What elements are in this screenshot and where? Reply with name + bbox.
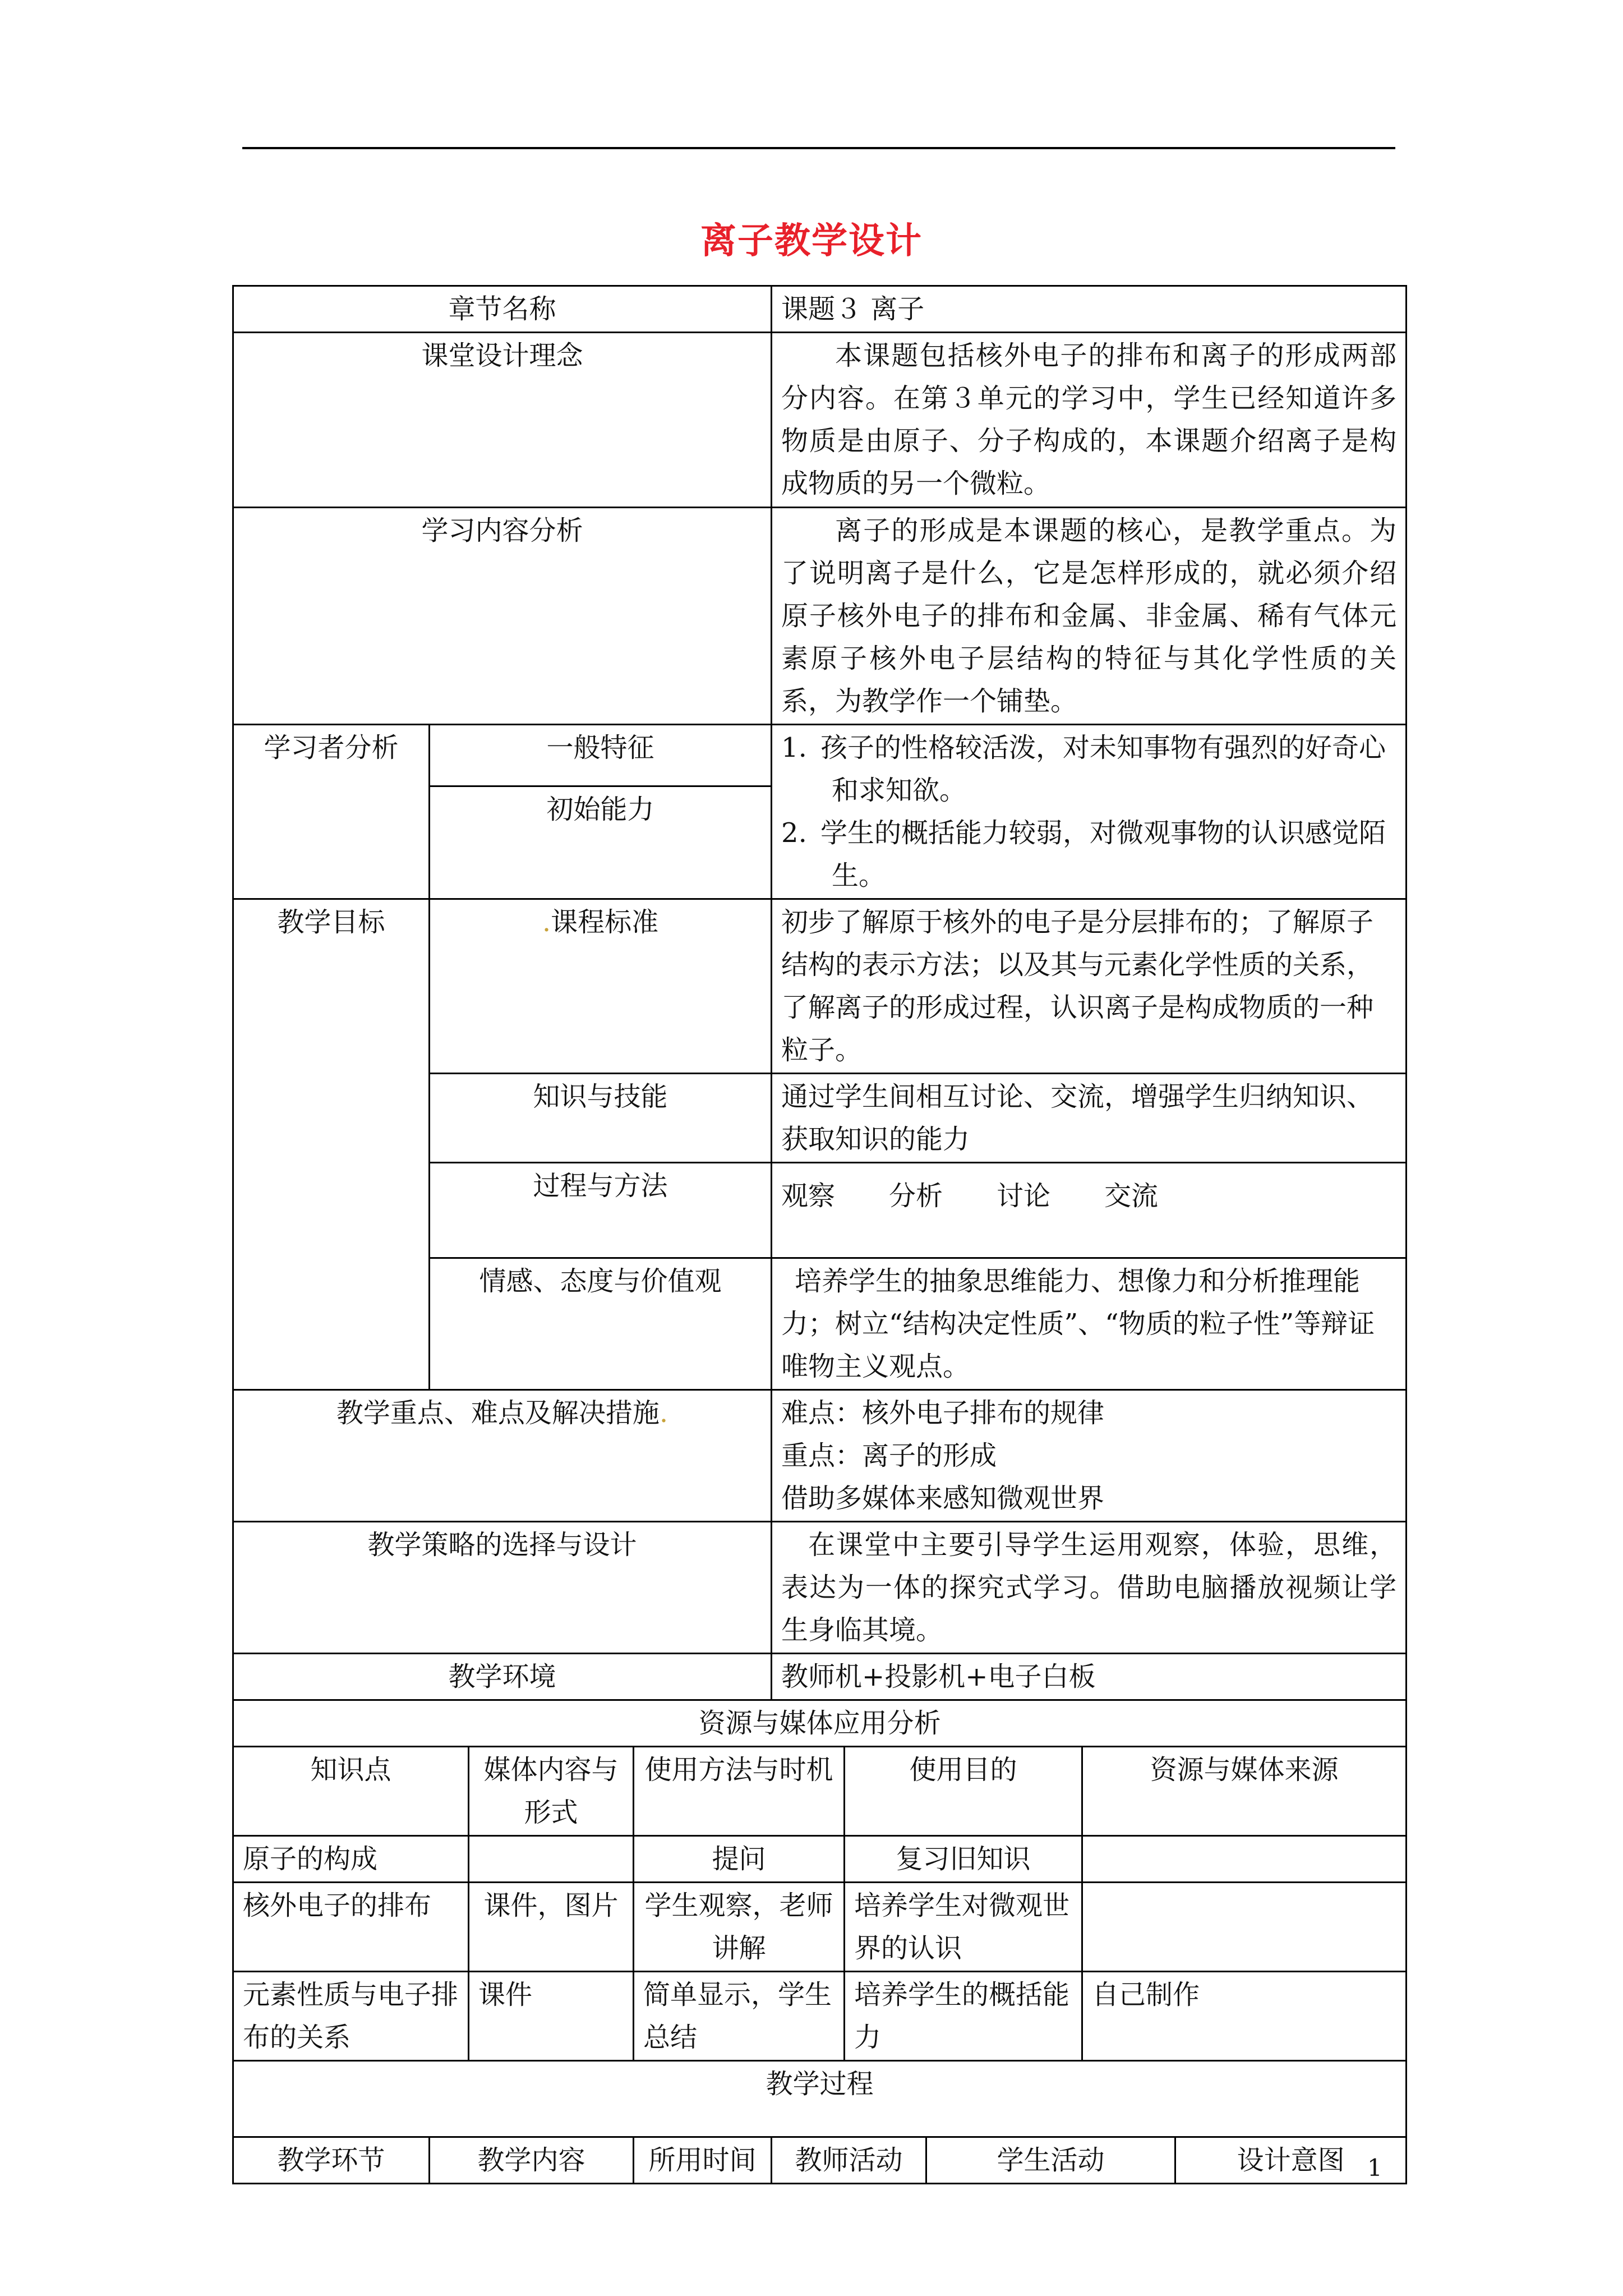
resource-col-header: 知识点 — [233, 1747, 469, 1836]
goal-attitude-label: 情感、态度与价值观 — [430, 1258, 772, 1390]
learner-initial-label: 初始能力 — [430, 786, 772, 899]
process-col-header: 学生活动 — [926, 2137, 1175, 2184]
resource-cell: 培养学生的概括能力 — [845, 1972, 1082, 2061]
goal-standard-text: 初步了解原于核外的电子是分层排布的；了解原子结构的表示方法；以及其与元素化学性质的关系，了解离子的形成过程，认识离子是构成物质的一种粒子。 — [772, 899, 1407, 1074]
content-analysis-label: 学习内容分析 — [233, 508, 772, 725]
process-col-header: 教师活动 — [772, 2137, 926, 2184]
row-process-header — [233, 2061, 1407, 2137]
resource-cell — [1082, 1836, 1407, 1883]
process-col-header: 教学环节 — [233, 2137, 430, 2184]
environment-label: 教学环境 — [233, 1654, 772, 1700]
row-resources-columns — [233, 1747, 1407, 1836]
resource-cell: 课件，图片 — [469, 1883, 634, 1972]
table-row — [233, 1836, 1407, 1883]
strategy-label: 教学策略的选择与设计 — [233, 1522, 772, 1654]
resource-cell: 元素性质与电子排布的关系 — [233, 1972, 469, 2061]
resource-cell — [1082, 1883, 1407, 1972]
key-point-line: 难点：核外电子排布的规律 — [781, 1397, 1105, 1429]
key-point-line: 重点：离子的形成 — [781, 1440, 997, 1471]
table-row — [233, 1883, 1407, 1972]
resource-col-header: 资源与媒体来源 — [1082, 1747, 1407, 1836]
margin-mark: . — [542, 907, 551, 938]
learner-analysis-list — [772, 725, 1407, 899]
resource-cell: 核外电子的排布 — [233, 1883, 469, 1972]
resource-col-header: 使用目的 — [845, 1747, 1082, 1836]
goals-label: 教学目标 — [233, 899, 430, 1390]
row-design-concept — [233, 333, 1407, 508]
key-points-list — [772, 1390, 1407, 1522]
environment-text: 教师机+投影机+电子白板 — [772, 1654, 1407, 1700]
learner-general-label: 一般特征 — [430, 725, 772, 786]
design-concept-text: 本课题包括核外电子的排布和离子的形成两部分内容。在第３单元的学习中，学生已经知道许多物质是由原子、分子构成的，本课题介绍离子是构成物质的另一个微粒。 — [772, 333, 1407, 508]
document-title: 离子教学设计 — [700, 220, 923, 262]
goal-attitude-text: 培养学生的抽象思维能力、想像力和分析推理能力；树立“结构决定性质”、“物质的粒子性”等辩证唯物主义观点。 — [772, 1258, 1407, 1390]
resource-cell: 复习旧知识 — [845, 1836, 1082, 1883]
row-learner-general — [233, 725, 1407, 786]
row-environment — [233, 1654, 1407, 1700]
resource-col-header: 使用方法与时机 — [634, 1747, 845, 1836]
row-goal-standard — [233, 899, 1407, 1074]
resource-cell: 提问 — [634, 1836, 845, 1883]
process-col-header: 教学内容 — [430, 2137, 634, 2184]
learner-analysis-label: 学习者分析 — [233, 725, 430, 899]
table-row — [233, 1972, 1407, 2061]
resource-cell: 课件 — [469, 1972, 634, 2061]
lesson-plan-table — [232, 285, 1407, 2184]
row-process-columns — [233, 2137, 1407, 2184]
strategy-text: 在课堂中主要引导学生运用观察，体验，思维，表达为一体的探究式学习。借助电脑播放视频让学生身临其境。 — [772, 1522, 1407, 1654]
process-col-header: 所用时间 — [634, 2137, 772, 2184]
page-number: 1 — [1367, 2154, 1382, 2182]
content-analysis-text: 离子的形成是本课题的核心，是教学重点。为了说明离子是什么，它是怎样形成的，就必须介绍原子核外电子的排布和金属、非金属、稀有气体元素原子核外电子层结构的特征与其化学性质的关系，为教学作一个铺垫。 — [772, 508, 1407, 725]
chapter-value: 课题３ 离子 — [772, 286, 1407, 333]
row-key-points — [233, 1390, 1407, 1522]
goal-process-label: 过程与方法 — [430, 1163, 772, 1258]
resource-cell: 原子的构成 — [233, 1836, 469, 1883]
resource-cell — [469, 1836, 634, 1883]
resources-header: 资源与媒体应用分析 — [233, 1700, 1407, 1747]
resource-cell: 简单显示，学生总结 — [634, 1972, 845, 2061]
goal-standard-label: .课程标准 — [430, 899, 772, 1074]
learner-item-2: 2. 学生的概括能力较弱，对微观事物的认识感觉陌生。 — [781, 817, 1386, 891]
goal-process-text: 观察 分析 讨论 交流 — [772, 1163, 1407, 1258]
resource-cell: 培养学生对微观世界的认识 — [845, 1883, 1082, 1972]
learner-item-1: 1. 孩子的性格较活泼，对未知事物有强烈的好奇心和求知欲。 — [781, 732, 1386, 806]
resource-cell: 自己制作 — [1082, 1972, 1407, 2061]
goal-knowledge-text: 通过学生间相互讨论、交流，增强学生归纳知识、获取知识的能力 — [772, 1074, 1407, 1163]
row-resources-header — [233, 1700, 1407, 1747]
row-strategy — [233, 1522, 1407, 1654]
design-concept-label: 课堂设计理念 — [233, 333, 772, 508]
process-header: 教学过程 — [233, 2061, 1407, 2137]
row-content-analysis — [233, 508, 1407, 725]
key-points-label: 教学重点、难点及解决措施. — [233, 1390, 772, 1522]
resource-col-header: 媒体内容与形式 — [469, 1747, 634, 1836]
key-point-line: 借助多媒体来感知微观世界 — [781, 1483, 1105, 1514]
resource-cell: 学生观察，老师讲解 — [634, 1883, 845, 1972]
row-chapter — [233, 286, 1407, 333]
process-col-header: 设计意图 — [1175, 2137, 1407, 2184]
chapter-label: 章节名称 — [233, 286, 772, 333]
goal-knowledge-label: 知识与技能 — [430, 1074, 772, 1163]
header-rule — [242, 147, 1395, 149]
